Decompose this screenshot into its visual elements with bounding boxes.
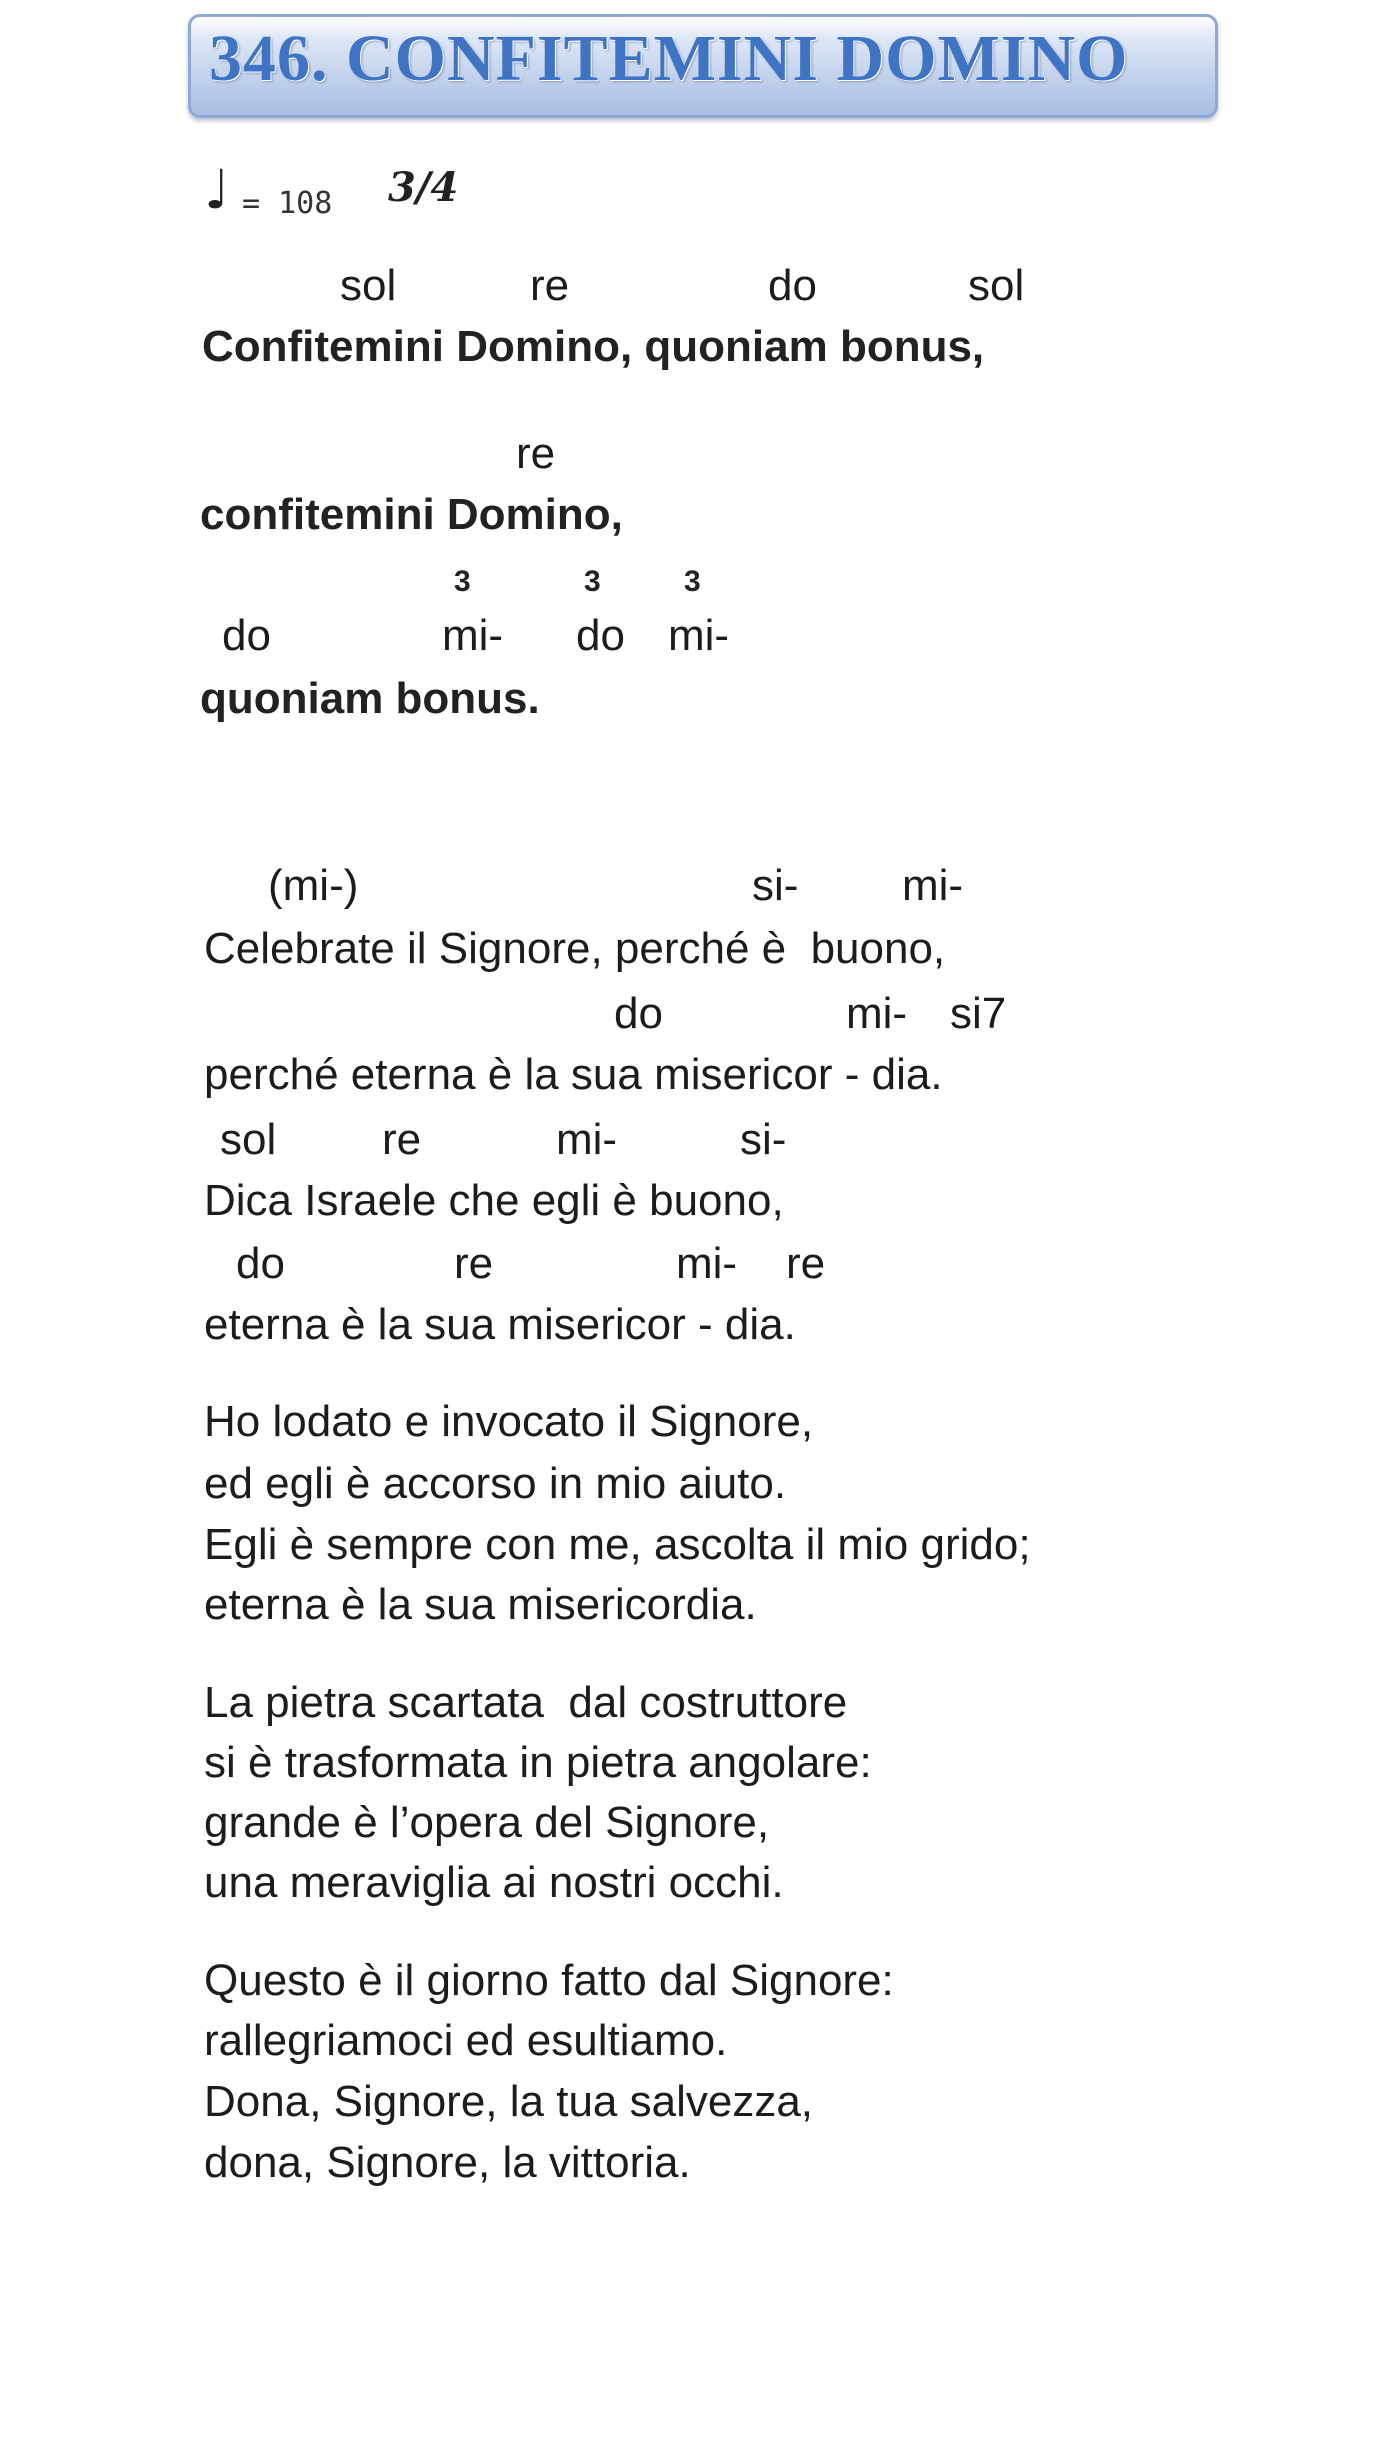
- triplet-mark: 3: [454, 565, 471, 598]
- tempo-value: = 108: [242, 186, 333, 221]
- chord: re: [786, 1239, 826, 1288]
- chord: re: [454, 1239, 494, 1288]
- chord: re: [382, 1115, 422, 1164]
- chord: do: [236, 1239, 285, 1288]
- page-title: 346. CONFITEMINI DOMINO: [209, 22, 1129, 95]
- quarter-note-icon: ♩: [204, 158, 230, 221]
- chord: do: [222, 611, 271, 660]
- refrain-line-1: Confitemini Domino, quoniam bonus,: [202, 322, 985, 371]
- verse-4-line-1: Questo è il giorno fatto dal Signore:: [204, 1956, 894, 2005]
- verse-2-line-1: Ho lodato e invocato il Signore,: [204, 1397, 814, 1446]
- verse-2-line-2: ed egli è accorso in mio aiuto.: [204, 1459, 787, 1508]
- chord: mi-: [676, 1239, 738, 1288]
- verse-2-line-4: eterna è la sua misericordia.: [204, 1580, 757, 1629]
- chord: mi-: [442, 611, 504, 660]
- chord: do: [768, 261, 817, 310]
- triplet-mark: 3: [684, 565, 701, 598]
- chord: si-: [740, 1115, 787, 1164]
- title-banner: [188, 14, 1218, 118]
- chord: re: [516, 429, 556, 478]
- triplet-mark: 3: [584, 565, 601, 598]
- chord: mi-: [846, 989, 908, 1038]
- chord: sol: [340, 261, 397, 310]
- chord: sol: [968, 261, 1025, 310]
- verse-1-line-3: Dica Israele che egli è buono,: [204, 1176, 784, 1225]
- chord: si7: [950, 989, 1007, 1038]
- chord: mi-: [668, 611, 730, 660]
- chord: mi-: [902, 861, 964, 910]
- chord: do: [576, 611, 625, 660]
- verse-4-line-4: dona, Signore, la vittoria.: [204, 2138, 691, 2187]
- tempo-marking: [204, 160, 464, 230]
- verse-3-line-1: La pietra scartata dal costruttore: [204, 1678, 848, 1727]
- chord: re: [530, 261, 570, 310]
- verse-4-line-3: Dona, Signore, la tua salvezza,: [204, 2077, 814, 2126]
- verse-1-line-1: Celebrate il Signore, perché è buono,: [204, 924, 946, 973]
- chord: (mi-): [268, 861, 359, 910]
- refrain-line-2: confitemini Domino,: [200, 490, 623, 539]
- verse-3-line-2: si è trasformata in pietra angolare:: [204, 1738, 872, 1787]
- verse-2-line-3: Egli è sempre con me, ascolta il mio grido;: [204, 1520, 1031, 1569]
- verse-4-line-2: rallegriamoci ed esultiamo.: [204, 2016, 728, 2065]
- verse-3-line-3: grande è l’opera del Signore,: [204, 1798, 770, 1847]
- verse-1-line-4: eterna è la sua misericor - dia.: [204, 1300, 796, 1349]
- refrain-line-3: quoniam bonus.: [200, 674, 540, 723]
- verse-1-line-2: perché eterna è la sua misericor - dia.: [204, 1050, 943, 1099]
- verse-3-line-4: una meraviglia ai nostri occhi.: [204, 1858, 784, 1907]
- chord: mi-: [556, 1115, 618, 1164]
- chord: do: [614, 989, 663, 1038]
- chord: si-: [752, 861, 799, 910]
- time-signature: 3/4: [388, 164, 459, 211]
- chord: sol: [220, 1115, 277, 1164]
